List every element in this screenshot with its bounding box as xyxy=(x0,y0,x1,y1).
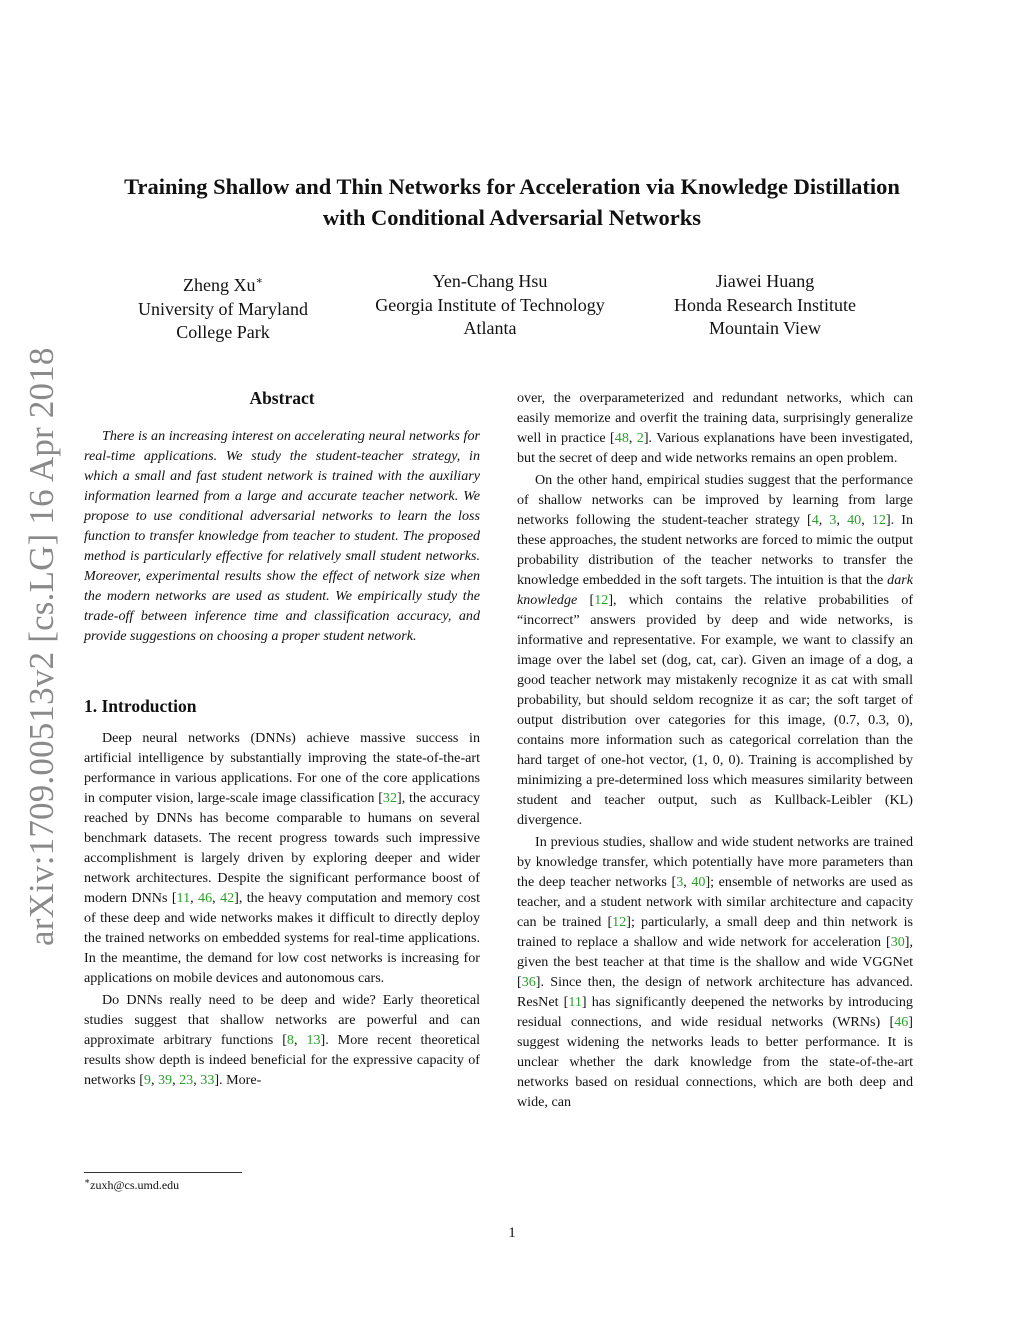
footnote-marker: ∗ xyxy=(84,1176,91,1186)
citation-link[interactable]: 42 xyxy=(220,890,235,906)
emphasis-dark-knowledge: dark knowledge xyxy=(517,572,913,608)
citation-link[interactable]: 40 xyxy=(691,874,706,890)
citation-link[interactable]: 11 xyxy=(176,890,191,906)
author-location: Atlanta xyxy=(463,318,517,338)
citation-link[interactable]: 40 xyxy=(847,512,862,528)
intro-paragraph-5: In previous studies, shallow and wide student networks are trained by knowledge transfer, which potentially have more parameters than the deep teacher networks [3, 40]; ensemble of networks are used as teacher, and a student network with similar architecture and capacity can be trained [12]; particularly, a small deep and thin network is trained to replace a shallow and wide network for acceleration [30], given the best teacher at that time is the shallow and wide VGGNet [36]. Since then, the design of network architecture has advanced. ResNet [11] has significantly deepened the networks by introducing residual connections, and wide residual networks (WRNs) [46] suggest widening the networks leads to better performance. It is unclear whether the dark knowledge from the state-of-the-art networks based on residual connections, which are both deep and wide, can xyxy=(517,834,913,1110)
citation-link[interactable]: 2 xyxy=(636,430,644,446)
intro-paragraph-3: over, the overparameterized and redundant networks, which can easily memorize and overfit the training data, surprisingly generalize well in practice [48, 2]. Various explanations have been investigated, but the secret of deep and wide networks remains an open problem. xyxy=(517,390,913,466)
citation-link[interactable]: 3 xyxy=(676,874,684,890)
title-line-2: with Conditional Adversarial Networks xyxy=(322,205,702,230)
author-name: Jiawei Huang xyxy=(715,271,815,291)
citation-link[interactable]: 4 xyxy=(811,512,819,528)
author-affiliation: Georgia Institute of Technology xyxy=(375,294,605,315)
footnote xyxy=(84,1172,480,1193)
citation-link[interactable]: 33 xyxy=(200,1072,215,1088)
author-name: Zheng Xu xyxy=(183,275,256,295)
citation-link[interactable]: 39 xyxy=(157,1072,173,1088)
intro-paragraph-2: Do DNNs really need to be deep and wide? Early theoretical studies suggest that shallow networks are powerful and can approximate arbitrary functions [8, 13]. More recent theoretical results show depth is indeed beneficial for the expressive capacity of networks [9, 39, 23, 33]. More- xyxy=(84,992,480,1088)
footnote-marker: ∗ xyxy=(255,275,263,287)
author-name: Yen-Chang Hsu xyxy=(432,271,548,291)
citation-link[interactable]: 12 xyxy=(612,914,627,930)
author-1 xyxy=(73,270,373,345)
citation-link[interactable]: 8 xyxy=(286,1032,294,1048)
citation-link[interactable]: 9 xyxy=(143,1072,151,1088)
intro-paragraph-1: Deep neural networks (DNNs) achieve massive success in artificial intelligence by substantially improving the state-of-the-art performance in various applications. For one of the core applications in computer vision, large-scale image classification [32], the accuracy reached by DNNs has become comparable to humans on several benchmark datasets. The recent progress towards such impressive accomplishment is largely driven by exploring deeper and wider network architectures. Despite the significant performance boost of modern DNNs [11, 46, 42], the heavy computation and memory cost of these deep and wide networks makes it difficult to directly deploy the trained networks on embedded systems for real-time applications. In the meantime, the demand for low cost networks is increasing for applications on mobile devices and autonomous cars. xyxy=(84,730,481,986)
citation-link[interactable]: 30 xyxy=(890,934,905,950)
arxiv-identifier: arXiv:1709.00513v2 [cs.LG] 16 Apr 2018 xyxy=(22,347,61,946)
author-block xyxy=(0,270,1024,350)
paper-title xyxy=(60,171,964,233)
citation-link[interactable]: 13 xyxy=(306,1032,321,1048)
author-location: Mountain View xyxy=(708,318,822,338)
citation-link[interactable]: 32 xyxy=(382,790,397,806)
citation-link[interactable]: 3 xyxy=(829,512,837,528)
citation-link[interactable]: 46 xyxy=(198,890,213,906)
abstract-text: There is an increasing interest on accelerating neural networks for real-time applications. We study the student-teacher strategy, in which a small and fast student network is trained with the auxiliary information learned from a large and accurate teacher network. We propose to use conditional adversarial networks to learn the loss function to transfer knowledge from teacher to student. The proposed method is particularly effective for relatively small student networks. Moreover, experimental results show the effect of network size when the modern networks are used as student. We empirically study the trade-off between inference time and classification accuracy, and provide suggestions on choosing a proper student network. xyxy=(84,428,480,644)
citation-link[interactable]: 48 xyxy=(614,430,629,446)
math-soft-target: (0.7, 0.3, 0) xyxy=(833,712,910,728)
footnote-divider xyxy=(84,1172,242,1173)
abstract-heading: Abstract xyxy=(249,388,315,408)
author-affiliation: Honda Research Institute xyxy=(674,294,856,315)
math-hard-target: (1, 0, 0) xyxy=(692,752,741,768)
section-heading-introduction: 1. Introduction xyxy=(84,696,197,716)
citation-link[interactable]: 36 xyxy=(521,974,536,990)
left-column xyxy=(84,386,480,1092)
author-affiliation: University of Maryland xyxy=(138,298,308,319)
right-column xyxy=(517,388,913,1114)
page-number: 1 xyxy=(508,1225,516,1241)
author-2 xyxy=(340,270,640,341)
title-line-1: Training Shallow and Thin Networks for Acceleration via Knowledge Distillation xyxy=(124,174,900,199)
author-location: College Park xyxy=(176,322,270,342)
intro-paragraph-4: On the other hand, empirical studies suggest that the performance of shallow networks can be improved by learning from large networks following the student-teacher strategy [4, 3, 40, 12]. In these approaches, the student networks are forced to mimic the output probability distribution of the teacher networks to transfer the knowledge embedded in the soft targets. The intuition is that the dark knowledge [12], which contains the relative probabilities of “incorrect” answers provided by deep and wide networks, is informative and representative. For example, we want to classify an image over the label set (dog, cat, car). Given an image of a dog, a good teacher network may mistakenly recognize it as cat with small probability, but should seldom recognize it as car; the soft target of output distribution over categories for this image, (0.7, 0.3, 0), contains more information such as categorical correlation than the hard target of one-hot vector, (1, 0, 0). Training is accomplished by minimizing a pre-determined loss which measures similarity between student and teacher output, such as Kullback-Leibler (KL) divergence. xyxy=(517,472,914,828)
citation-link[interactable]: 46 xyxy=(894,1014,909,1030)
footnote-email[interactable]: zuxh@cs.umd.edu xyxy=(90,1178,180,1192)
citation-link[interactable]: 12 xyxy=(871,512,886,528)
citation-link[interactable]: 11 xyxy=(568,994,582,1010)
author-3 xyxy=(615,270,915,341)
citation-link[interactable]: 12 xyxy=(594,592,609,608)
citation-link[interactable]: 23 xyxy=(179,1072,194,1088)
